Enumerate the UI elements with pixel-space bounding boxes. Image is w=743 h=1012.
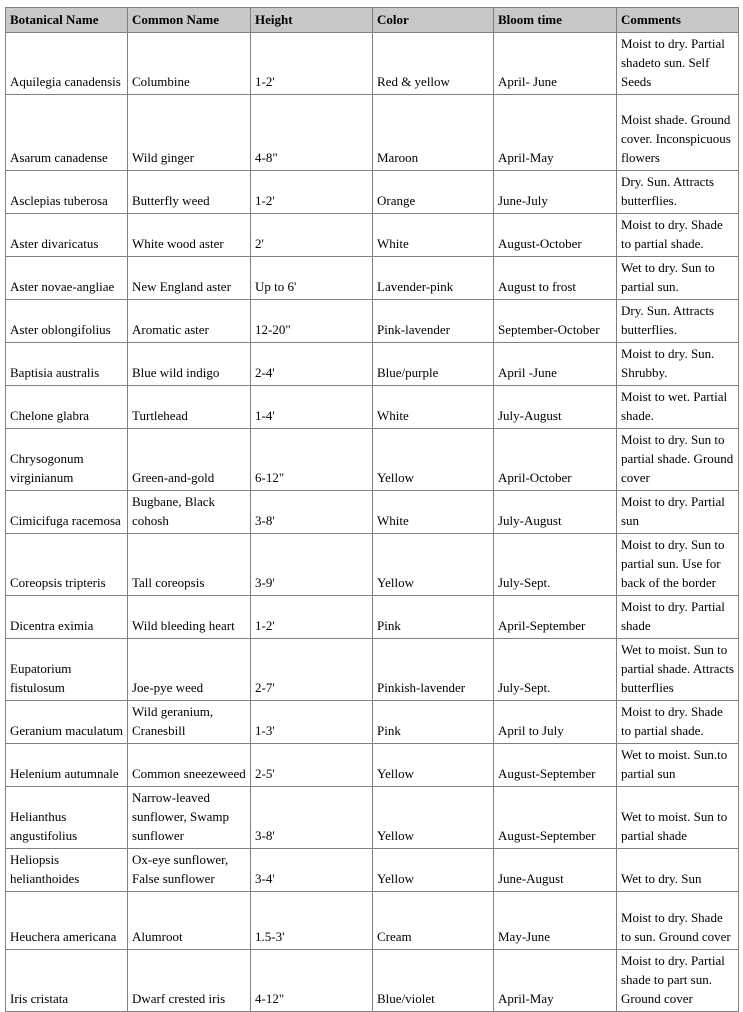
table-body [6, 33, 739, 1012]
cell-common-name: Dwarf crested iris [128, 950, 251, 1012]
cell-color: Red & yellow [373, 33, 494, 95]
cell-botanical-name: Aquilegia canadensis [6, 33, 128, 95]
cell-comments: Wet to moist. Sun to partial shade [617, 787, 739, 849]
cell-bloom-time: June-August [494, 849, 617, 892]
cell-common-name: Blue wild indigo [128, 343, 251, 386]
cell-height: 12-20" [251, 300, 373, 343]
table-row [6, 257, 739, 300]
cell-botanical-name: Chrysogonum virginianum [6, 429, 128, 491]
cell-height: Up to 6' [251, 257, 373, 300]
header-row [6, 8, 739, 33]
cell-color: Maroon [373, 95, 494, 171]
cell-bloom-time: August to frost [494, 257, 617, 300]
cell-comments: Moist to dry. Partial sun [617, 491, 739, 534]
cell-height: 4-12" [251, 950, 373, 1012]
cell-common-name: Alumroot [128, 892, 251, 950]
cell-color: White [373, 214, 494, 257]
column-header-comments: Comments [617, 8, 739, 33]
table-row [6, 534, 739, 596]
cell-bloom-time: April-September [494, 596, 617, 639]
plant-table [5, 7, 739, 1012]
table-row [6, 491, 739, 534]
cell-bloom-time: July-August [494, 491, 617, 534]
cell-common-name: Common sneezeweed [128, 744, 251, 787]
cell-botanical-name: Helianthus angustifolius [6, 787, 128, 849]
table-row [6, 33, 739, 95]
cell-comments: Moist to dry. Partial shadeto sun. Self Seeds [617, 33, 739, 95]
column-header-color: Color [373, 8, 494, 33]
table-row [6, 744, 739, 787]
cell-height: 4-8" [251, 95, 373, 171]
cell-botanical-name: Baptisia australis [6, 343, 128, 386]
cell-botanical-name: Dicentra eximia [6, 596, 128, 639]
cell-bloom-time: July-August [494, 386, 617, 429]
cell-color: Blue/violet [373, 950, 494, 1012]
cell-comments: Wet to dry. Sun to partial sun. [617, 257, 739, 300]
cell-comments: Wet to moist. Sun.to partial sun [617, 744, 739, 787]
cell-bloom-time: August-September [494, 744, 617, 787]
column-header-bloom-time: Bloom time [494, 8, 617, 33]
table-row [6, 787, 739, 849]
cell-botanical-name: Iris cristata [6, 950, 128, 1012]
cell-botanical-name: Asclepias tuberosa [6, 171, 128, 214]
cell-comments: Moist to dry. Partial shade to part sun. Ground cover [617, 950, 739, 1012]
cell-height: 1-2' [251, 33, 373, 95]
cell-comments: Moist to dry. Shade to sun. Ground cover [617, 892, 739, 950]
cell-botanical-name: Aster oblongifolius [6, 300, 128, 343]
cell-height: 3-4' [251, 849, 373, 892]
cell-height: 2-5' [251, 744, 373, 787]
cell-comments: Moist to dry. Shade to partial shade. [617, 214, 739, 257]
cell-common-name: Aromatic aster [128, 300, 251, 343]
cell-height: 1-4' [251, 386, 373, 429]
cell-botanical-name: Heuchera americana [6, 892, 128, 950]
cell-bloom-time: May-June [494, 892, 617, 950]
cell-comments: Dry. Sun. Attracts butterflies. [617, 300, 739, 343]
cell-height: 3-8' [251, 787, 373, 849]
cell-comments: Wet to dry. Sun [617, 849, 739, 892]
cell-botanical-name: Chelone glabra [6, 386, 128, 429]
table-row [6, 95, 739, 171]
cell-comments: Moist to dry. Shade to partial shade. [617, 701, 739, 744]
cell-height: 3-9' [251, 534, 373, 596]
cell-comments: Moist to dry. Sun. Shrubby. [617, 343, 739, 386]
cell-comments: Moist to dry. Sun to partial shade. Ground cover [617, 429, 739, 491]
cell-color: Cream [373, 892, 494, 950]
cell-common-name: Butterfly weed [128, 171, 251, 214]
cell-height: 1-2' [251, 596, 373, 639]
cell-common-name: New England aster [128, 257, 251, 300]
cell-botanical-name: Cimicifuga racemosa [6, 491, 128, 534]
cell-bloom-time: April to July [494, 701, 617, 744]
table-row [6, 639, 739, 701]
cell-comments: Moist to dry. Sun to partial sun. Use for back of the border [617, 534, 739, 596]
cell-botanical-name: Heliopsis helianthoides [6, 849, 128, 892]
cell-botanical-name: Eupatorium fistulosum [6, 639, 128, 701]
cell-height: 2-4' [251, 343, 373, 386]
cell-color: Orange [373, 171, 494, 214]
cell-botanical-name: Asarum canadense [6, 95, 128, 171]
table-row [6, 171, 739, 214]
cell-color: Yellow [373, 787, 494, 849]
cell-common-name: Tall coreopsis [128, 534, 251, 596]
cell-bloom-time: June-July [494, 171, 617, 214]
cell-common-name: Joe-pye weed [128, 639, 251, 701]
cell-color: Yellow [373, 534, 494, 596]
table-row [6, 849, 739, 892]
cell-bloom-time: April-May [494, 95, 617, 171]
cell-bloom-time: August-October [494, 214, 617, 257]
cell-color: Pink [373, 701, 494, 744]
table-row [6, 343, 739, 386]
cell-color: Pink [373, 596, 494, 639]
cell-bloom-time: August-September [494, 787, 617, 849]
cell-comments: Moist to dry. Partial shade [617, 596, 739, 639]
cell-common-name: White wood aster [128, 214, 251, 257]
table-row [6, 429, 739, 491]
cell-botanical-name: Geranium maculatum [6, 701, 128, 744]
table-row [6, 300, 739, 343]
cell-height: 1-3' [251, 701, 373, 744]
cell-botanical-name: Coreopsis tripteris [6, 534, 128, 596]
cell-color: Lavender-pink [373, 257, 494, 300]
cell-color: Yellow [373, 849, 494, 892]
cell-bloom-time: July-Sept. [494, 639, 617, 701]
cell-common-name: Wild ginger [128, 95, 251, 171]
table-row [6, 892, 739, 950]
cell-color: White [373, 386, 494, 429]
cell-common-name: Wild geranium, Cranesbill [128, 701, 251, 744]
cell-common-name: Narrow-leaved sunflower, Swamp sunflower [128, 787, 251, 849]
cell-common-name: Columbine [128, 33, 251, 95]
cell-bloom-time: September-October [494, 300, 617, 343]
column-header-botanical-name: Botanical Name [6, 8, 128, 33]
cell-comments: Wet to moist. Sun to partial shade. Attracts butterflies [617, 639, 739, 701]
cell-common-name: Ox-eye sunflower, False sunflower [128, 849, 251, 892]
cell-common-name: Green-and-gold [128, 429, 251, 491]
table-row [6, 214, 739, 257]
cell-bloom-time: April-May [494, 950, 617, 1012]
cell-botanical-name: Helenium autumnale [6, 744, 128, 787]
cell-comments: Moist to wet. Partial shade. [617, 386, 739, 429]
table-row [6, 386, 739, 429]
cell-comments: Dry. Sun. Attracts butterflies. [617, 171, 739, 214]
table-row [6, 701, 739, 744]
cell-height: 2-7' [251, 639, 373, 701]
cell-bloom-time: April -June [494, 343, 617, 386]
cell-color: Yellow [373, 744, 494, 787]
column-header-height: Height [251, 8, 373, 33]
cell-color: Yellow [373, 429, 494, 491]
cell-bloom-time: April-October [494, 429, 617, 491]
cell-bloom-time: April- June [494, 33, 617, 95]
cell-common-name: Turtlehead [128, 386, 251, 429]
cell-height: 1.5-3' [251, 892, 373, 950]
cell-color: Pink-lavender [373, 300, 494, 343]
cell-common-name: Wild bleeding heart [128, 596, 251, 639]
cell-height: 2' [251, 214, 373, 257]
cell-comments: Moist shade. Ground cover. Inconspicuous flowers [617, 95, 739, 171]
column-header-common-name: Common Name [128, 8, 251, 33]
cell-botanical-name: Aster novae-angliae [6, 257, 128, 300]
cell-color: Blue/purple [373, 343, 494, 386]
cell-common-name: Bugbane, Black cohosh [128, 491, 251, 534]
table-row [6, 596, 739, 639]
cell-color: Pinkish-lavender [373, 639, 494, 701]
cell-botanical-name: Aster divaricatus [6, 214, 128, 257]
cell-height: 6-12" [251, 429, 373, 491]
cell-bloom-time: July-Sept. [494, 534, 617, 596]
cell-color: White [373, 491, 494, 534]
cell-height: 1-2' [251, 171, 373, 214]
cell-height: 3-8' [251, 491, 373, 534]
